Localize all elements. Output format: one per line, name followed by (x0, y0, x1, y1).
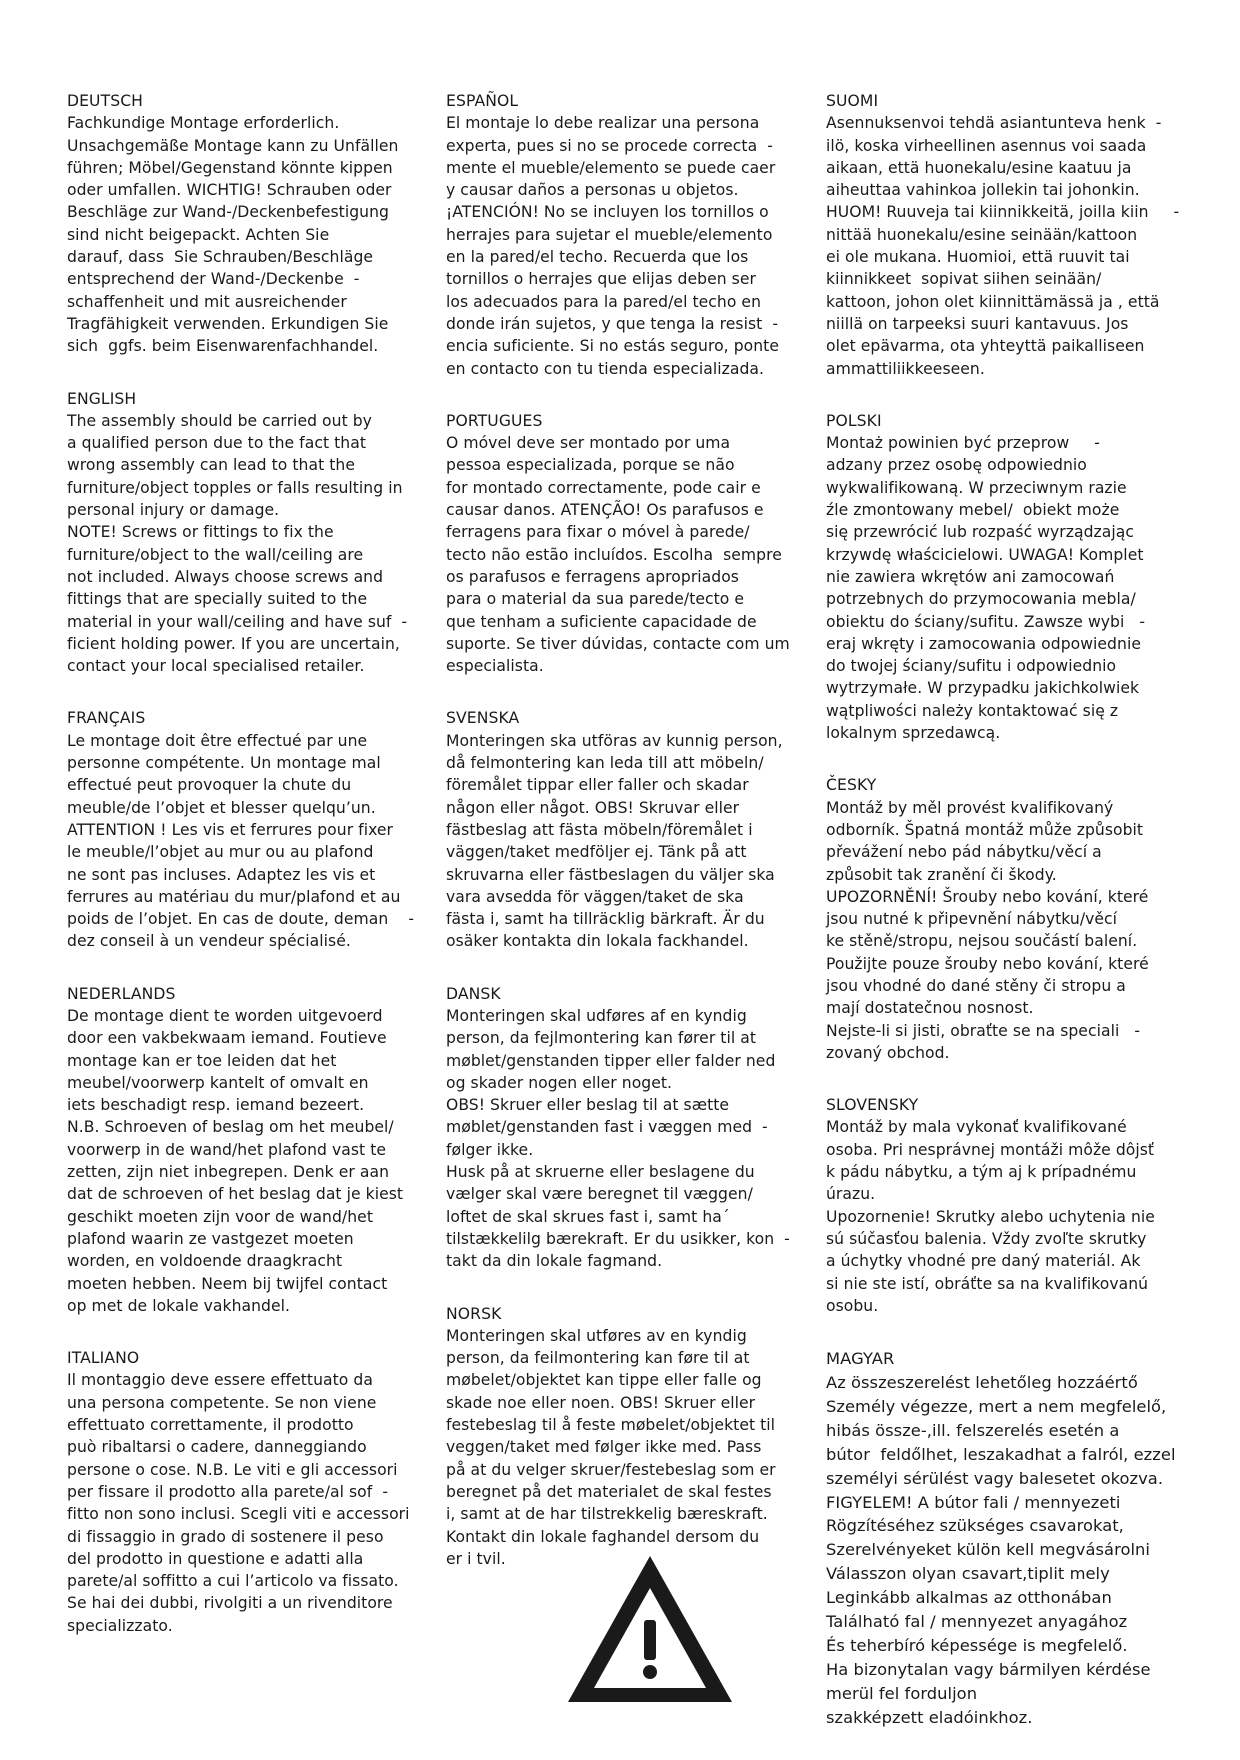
section-magyar (826, 1347, 1181, 1730)
text-line: Monteringen skal udføres af en kyndig (446, 1006, 747, 1025)
text-line: osäker kontakta din lokala fackhandel. (446, 932, 749, 951)
text-line: dez conseil à un vendeur spécialisé. (67, 932, 351, 951)
text-line: persone o cose. N.B. Le viti e gli accessori (67, 1460, 398, 1479)
text-line: personne compétente. Un montage mal (67, 754, 381, 773)
text-line: voorwerp in de wand/het plafond vast te (67, 1140, 387, 1159)
text-line: nittää huonekalu/esine seinään/kattoon (826, 225, 1138, 244)
section-svenska (446, 707, 801, 952)
text-line: specializzato. (67, 1616, 173, 1635)
text-line: személyi sérülést vagy balesetet okozva. (826, 1468, 1164, 1488)
text-line: Monteringen skal utføres av en kyndig (446, 1326, 747, 1345)
text-line: Asennuksenvoi tehdä asiantunteva henk - (826, 114, 1162, 133)
text-line: Upozornenie! Skrutky alebo uchytenia nie (826, 1207, 1155, 1226)
section-nederlands (67, 983, 422, 1317)
text-line: følger ikke. (446, 1140, 534, 1159)
section-italiano (67, 1347, 422, 1637)
text-line: per fissare il prodotto alla parete/al sof - (67, 1482, 388, 1501)
column-1 (67, 90, 422, 1667)
text-line: fitto non sono inclusi. Scegli viti e accessori (67, 1505, 410, 1524)
text-line: führen; Möbel/Gegenstand könnte kippen (67, 158, 393, 177)
text-line: effectué peut provoquer la chute du (67, 776, 352, 795)
text-line: Se hai dei dubbi, rivolgiti a un rivenditore (67, 1594, 393, 1613)
text-line: wątpliwości należy kontaktować się z (826, 701, 1119, 720)
text-line: si nie ste istí, obráťte sa na kvalifikovanú (826, 1274, 1149, 1293)
text-line: beregnet på det materialet de skal festes (446, 1482, 772, 1501)
section-heading: FRANÇAIS (67, 709, 146, 728)
text-line: en contacto con tu tienda especializada. (446, 359, 765, 378)
text-line: parete/al soffitto a cui l’articolo va fissato. (67, 1572, 399, 1591)
text-line: sich ggfs. beim Eisenwarenfachhandel. (67, 337, 379, 356)
text-line: då felmontering kan leda till att möbeln/ (446, 754, 764, 773)
text-line: Szerelvényeket külön kell megvásárolni (826, 1540, 1150, 1560)
text-line: osoba. Pri nesprávnej montáži môže dôjsť (826, 1140, 1155, 1159)
section-francais (67, 707, 422, 952)
section-polski (826, 410, 1181, 744)
section-english (67, 388, 422, 678)
text-line: not included. Always choose screws and (67, 567, 384, 586)
text-line: bútor feldőlhet, leszakadhat a falról, ezzel (826, 1444, 1176, 1464)
text-line: aikaan, että huonekalu/esine kaatuu ja (826, 158, 1132, 177)
text-line: HUOM! Ruuveja tai kiinnikkeitä, joilla kiin - (826, 203, 1180, 222)
text-line: Použijte pouze šrouby nebo kování, které (826, 954, 1149, 973)
text-line: møblet/genstanden fast i væggen med - (446, 1118, 768, 1137)
section-heading: ENGLISH (67, 389, 137, 408)
text-line: OBS! Skruer eller beslag til at sætte (446, 1096, 730, 1115)
text-line: Il montaggio deve essere effettuato da (67, 1371, 373, 1390)
section-heading: SLOVENSKY (826, 1096, 919, 1115)
text-line: NOTE! Screws or fittings to fix the (67, 523, 334, 542)
text-line: FIGYELEM! A bútor fali / mennyezeti (826, 1492, 1121, 1512)
text-line: Fachkundige Montage erforderlich. (67, 114, 340, 133)
text-line: Található fal / mennyezet anyagához (826, 1612, 1128, 1632)
text-line: Válasszon olyan csavart,tiplit mely (826, 1564, 1110, 1584)
text-line: montage kan er toe leiden dat het (67, 1051, 337, 1070)
text-line: que tenham a suficiente capacidade de (446, 612, 757, 631)
section-espanol (446, 90, 801, 380)
section-heading: NORSK (446, 1304, 502, 1323)
section-heading: POLSKI (826, 411, 882, 430)
text-line: donde irán sujetos, y que tenga la resist - (446, 314, 778, 333)
text-line: vara avsedda för väggen/taket de ska (446, 887, 744, 906)
text-line: dat de schroeven of het beslag dat je kiest (67, 1185, 404, 1204)
text-line: os parafusos e ferragens apropriados (446, 567, 739, 586)
text-line: niillä on tarpeeksi suuri kantavuus. Jos (826, 314, 1129, 333)
text-line: väggen/taket medföljer ej. Tänk på att (446, 843, 747, 862)
section-slovensky (826, 1094, 1181, 1317)
text-line: się przewrócić lub rozpaść wyrządzając (826, 523, 1135, 542)
warning-triangle-icon (560, 1548, 740, 1708)
text-line: effettuato correttamente, il prodotto (67, 1416, 354, 1435)
section-heading: ITALIANO (67, 1349, 140, 1368)
text-line: i, samt at de har tilstrekkelig bæreskraft. (446, 1505, 768, 1524)
text-line: föremålet tippar eller faller och skadar (446, 776, 749, 795)
text-line: er i tvil. (446, 1549, 506, 1568)
section-heading: PORTUGUES (446, 411, 543, 430)
text-line: sú súčasťou balenia. Vždy zvoľte skrutky (826, 1229, 1147, 1248)
text-line: Montaż powinien być przeprow - (826, 434, 1100, 453)
text-line: Montáž by mala vykonať kvalifikované (826, 1118, 1127, 1137)
text-line: ¡ATENCIÓN! No se incluyen los tornillos o (446, 203, 769, 222)
text-line: Személy végezze, mert a nem megfelelő, (826, 1396, 1167, 1416)
text-line: tecto não estão incluídos. Escolha sempre (446, 545, 782, 564)
section-heading: ESPAÑOL (446, 92, 519, 110)
text-line: Montáž by měl provést kvalifikovaný (826, 798, 1114, 817)
text-line: El montaje lo debe realizar una persona (446, 114, 760, 133)
text-line: contact your local specialised retailer. (67, 657, 365, 676)
section-heading: DEUTSCH (67, 92, 144, 110)
text-line: iets beschadigt resp. iemand bezeert. (67, 1096, 365, 1115)
text-line: jsou vhodné do dané stěny či stropu a (826, 976, 1126, 995)
text-line: fästbeslag att fästa möbeln/föremålet i (446, 820, 753, 839)
text-line: a qualified person due to the fact that (67, 434, 366, 453)
text-line: lokalnym sprzedawcą. (826, 724, 1001, 743)
text-line: Monteringen ska utföras av kunnig person, (446, 731, 783, 750)
text-line: para o material da sua parede/tecto e (446, 590, 745, 609)
text-line: És teherbíró képessége is megfelelő. (826, 1636, 1128, 1656)
text-line: krzywdę właścicielowi. UWAGA! Komplet (826, 545, 1144, 564)
text-line: szakképzett eladóinkhoz. (826, 1707, 1033, 1727)
section-heading: ČESKY (826, 776, 877, 795)
text-line: kattoon, johon olet kiinnittämässä ja , että (826, 292, 1160, 311)
text-line: ficient holding power. If you are uncertain, (67, 634, 400, 653)
text-line: door een vakbekwaam iemand. Foutieve (67, 1029, 387, 1048)
text-line: fittings that are specially suited to the (67, 590, 368, 609)
text-line: furniture/object to the wall/ceiling are (67, 545, 364, 564)
text-line: fästa i, samt ha tillräcklig bärkraft. Är du (446, 910, 765, 929)
text-line: del prodotto in questione e adatti alla (67, 1549, 364, 1568)
text-line: źle zmontowany mebel/ obiekt może (826, 501, 1120, 520)
text-line: veggen/taket med følger ikke med. Pass (446, 1438, 762, 1457)
text-line: Kontakt din lokale faghandel dersom du (446, 1527, 760, 1546)
text-line: le meuble/l’objet au mur ou au plafond (67, 843, 374, 862)
text-line: meuble/de l’objet et blesser quelqu’un. (67, 798, 376, 817)
text-line: aiheuttaa vahinkoa jollekin tai johonkin. (826, 181, 1140, 200)
text-line: di fissaggio in grado di sostenere il peso (67, 1527, 384, 1546)
text-line: vælger skal være beregnet til væggen/ (446, 1185, 753, 1204)
text-line: meubel/voorwerp kantelt of omvalt en (67, 1073, 369, 1092)
text-line: do twojej ściany/sufitu i odpowiednio (826, 657, 1117, 676)
text-line: Unsachgemäße Montage kann zu Unfällen (67, 136, 399, 155)
text-line: encia suficiente. Si no estás seguro, ponte (446, 337, 779, 356)
text-line: hibás össze-,ill. felszerelés esetén a (826, 1420, 1120, 1440)
text-line: può ribaltarsi o cadere, danneggiando (67, 1438, 367, 1457)
column-3 (826, 90, 1181, 1760)
section-heading: SVENSKA (446, 709, 520, 728)
text-line: material in your wall/ceiling and have suf - (67, 612, 408, 631)
section-suomi (826, 90, 1181, 380)
text-line: furniture/object topples or falls resulting in (67, 478, 403, 497)
text-line: kiinnikkeet sopivat siihen seinään/ (826, 270, 1102, 289)
text-line: UPOZORNĚNÍ! Šrouby nebo kování, které (826, 887, 1149, 906)
text-line: ei ole mukana. Huomioi, että ruuvit tai (826, 248, 1130, 267)
text-line: eraj wkręty i zamocowania odpowiednie (826, 634, 1141, 653)
text-line: Leginkább alkalmas az otthonában (826, 1588, 1112, 1608)
text-line: ke stěně/stropu, nejsou součástí balení. (826, 932, 1138, 951)
text-line: takt da din lokale fagmand. (446, 1252, 663, 1271)
text-line: moeten hebben. Neem bij twijfel contact (67, 1274, 388, 1293)
section-norsk (446, 1303, 801, 1571)
text-line: tornillos o herrajes que elijas deben ser (446, 270, 756, 289)
text-line: herrajes para sujetar el mueble/elemento (446, 225, 773, 244)
text-line: wykwalifikowaną. W przeciwnym razie (826, 478, 1127, 497)
text-line: Nejste-li si jisti, obraťte se na speciali - (826, 1021, 1141, 1040)
section-deutsch (67, 90, 422, 358)
text-line: ne sont pas incluses. Adaptez les vis et (67, 865, 376, 884)
text-line: způsobit tak zranění či škody. (826, 865, 1057, 884)
text-line: darauf, dass Sie Schrauben/Beschläge (67, 248, 374, 267)
text-line: adzany przez osobę odpowiednio (826, 456, 1087, 475)
text-line: suporte. Se tiver dúvidas, contacte com um (446, 634, 790, 653)
text-line: převážení nebo pád nábytku/věcí a (826, 843, 1102, 862)
text-line: wrong assembly can lead to that the (67, 456, 355, 475)
text-line: person, da feilmontering kan føre til at (446, 1349, 750, 1368)
text-line: entsprechend der Wand-/Deckenbe - (67, 270, 360, 289)
text-line: worden, en voldoende draagkracht (67, 1252, 343, 1271)
text-line: O móvel deve ser montado por uma (446, 434, 731, 453)
text-line: ammattiliikkeeseen. (826, 359, 985, 378)
text-line: osobu. (826, 1296, 879, 1315)
text-line: Beschläge zur Wand-/Deckenbefestigung (67, 203, 389, 222)
text-line: odborník. Špatná montáž může způsobit (826, 820, 1144, 839)
text-line: a úchytky vhodné pre daný materiál. Ak (826, 1252, 1141, 1271)
text-line: personal injury or damage. (67, 501, 280, 520)
text-line: Le montage doit être effectué par une (67, 731, 368, 750)
text-line: causar danos. ATENÇÃO! Os parafusos e (446, 501, 764, 520)
section-heading: NEDERLANDS (67, 984, 176, 1003)
text-line: Ha bizonytalan vagy bármilyen kérdése (826, 1659, 1151, 1679)
text-line: sind nicht beigepackt. Achten Sie (67, 225, 330, 244)
text-line: potrzebnych do przymocowania mebla/ (826, 590, 1136, 609)
text-line: Tragfähigkeit verwenden. Erkundigen Sie (67, 314, 389, 333)
text-line: person, da fejlmontering kan fører til at (446, 1029, 756, 1048)
text-line: mají dostatečnou nosnost. (826, 999, 1034, 1018)
section-heading: MAGYAR (826, 1349, 895, 1369)
text-line: møbelet/objektet kan tippe eller falle og (446, 1371, 762, 1390)
text-line: wytrzymałe. W przypadku jakichkolwiek (826, 679, 1140, 698)
text-line: The assembly should be carried out by (67, 411, 372, 430)
text-line: los adecuados para la pared/el techo en (446, 292, 761, 311)
text-line: og skader nogen eller noget. (446, 1073, 673, 1092)
section-cesky (826, 774, 1181, 1064)
text-line: k pádu nábytku, a tým aj k prípadnému (826, 1163, 1137, 1182)
text-line: for montado correctamente, pode cair e (446, 478, 761, 497)
column-2 (446, 90, 801, 1600)
text-line: ATTENTION ! Les vis et ferrures pour fixer (67, 820, 393, 839)
text-line: festebeslag til å feste møbelet/objektet til (446, 1416, 776, 1435)
text-line: schaffenheit und mit ausreichender (67, 292, 347, 311)
text-line: poids de l’objet. En cas de doute, deman - (67, 910, 415, 929)
text-line: N.B. Schroeven of beslag om het meubel/ (67, 1118, 394, 1137)
text-line: Husk på at skruerne eller beslagene du (446, 1163, 755, 1182)
text-line: merül fel forduljon (826, 1683, 978, 1703)
text-line: zetten, zijn niet inbegrepen. Denk er aan (67, 1163, 390, 1182)
text-line: mente el mueble/elemento se puede caer (446, 158, 776, 177)
text-line: plafond waarin ze vastgezet moeten (67, 1229, 354, 1248)
text-line: una persona competente. Se non viene (67, 1393, 377, 1412)
section-portugues (446, 410, 801, 678)
text-line: especialista. (446, 657, 544, 676)
text-line: tilstækkelilg bærekraft. Er du usikker, kon - (446, 1229, 790, 1248)
text-line: oder umfallen. WICHTIG! Schrauben oder (67, 181, 392, 200)
text-line: skade noe eller noen. OBS! Skruer eller (446, 1393, 756, 1412)
text-line: nie zawiera wkrętów ani zamocowań (826, 567, 1115, 586)
text-line: på at du velger skruer/festebeslag som er (446, 1460, 776, 1479)
section-dansk (446, 983, 801, 1273)
text-line: skruvarna eller fästbeslagen du väljer ska (446, 865, 775, 884)
text-line: loftet de skal skrues fast i, samt ha´ (446, 1207, 730, 1226)
text-line: någon eller något. OBS! Skruvar eller (446, 798, 740, 817)
text-line: y causar daños a personas u objetos. (446, 181, 739, 200)
section-heading: SUOMI (826, 92, 879, 110)
text-line: pessoa especializada, porque se não (446, 456, 735, 475)
text-line: ferrures au matériau du mur/plafond et au (67, 887, 401, 906)
text-line: De montage dient te worden uitgevoerd (67, 1006, 383, 1025)
text-line: ferragens para fixar o móvel à parede/ (446, 523, 750, 542)
text-line: op met de lokale vakhandel. (67, 1296, 291, 1315)
text-line: møblet/genstanden tipper eller falder ned (446, 1051, 776, 1070)
text-line: en la pared/el techo. Recuerda que los (446, 248, 749, 267)
text-line: obiektu do ściany/sufitu. Zawsze wybi - (826, 612, 1146, 631)
text-line: jsou nutné k připevnění nábytku/věcí (826, 910, 1118, 929)
section-heading: DANSK (446, 984, 501, 1003)
text-line: ilö, koska virheellinen asennus voi saada (826, 136, 1147, 155)
text-line: experta, pues si no se procede correcta - (446, 136, 773, 155)
text-line: zovaný obchod. (826, 1043, 950, 1062)
text-line: Az összeszerelést lehetőleg hozzáértő (826, 1373, 1138, 1393)
text-line: úrazu. (826, 1185, 876, 1204)
text-line: geschikt moeten zijn voor de wand/het (67, 1207, 373, 1226)
text-line: Rögzítéséhez szükséges csavarokat, (826, 1516, 1124, 1536)
text-line: olet epävarma, ota yhteyttä paikalliseen (826, 337, 1145, 356)
